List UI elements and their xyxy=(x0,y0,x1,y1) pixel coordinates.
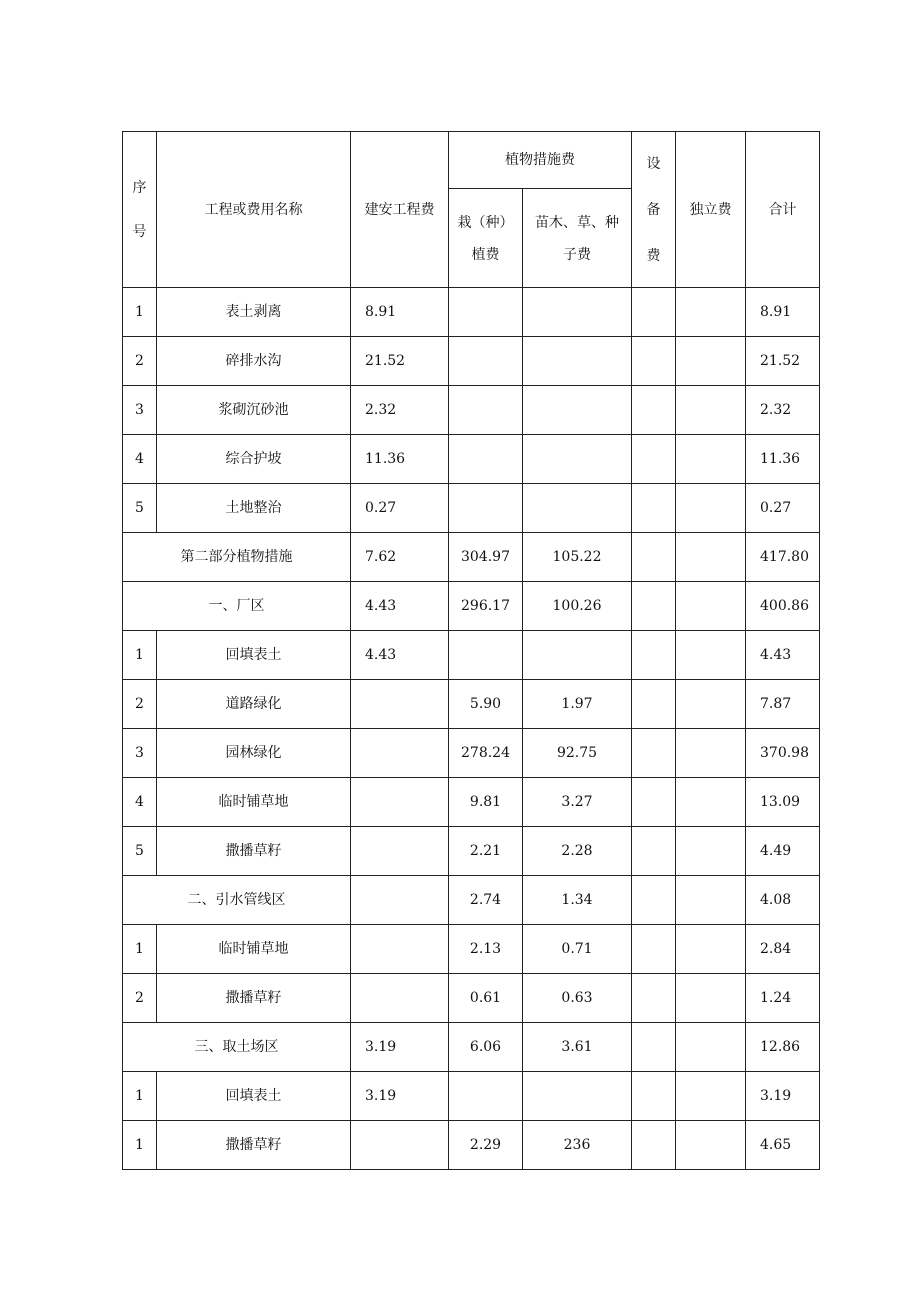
independent-cell xyxy=(676,582,746,631)
seq-cell: 1 xyxy=(123,925,157,974)
seedling-cell: 1.97 xyxy=(523,680,632,729)
header-planting xyxy=(449,189,523,288)
construction-cell: 8.91 xyxy=(351,288,449,337)
construction-cell xyxy=(351,1121,449,1170)
header-plant: 植物措施费 xyxy=(449,132,632,189)
total-cell: 0.27 xyxy=(746,484,820,533)
construction-cell xyxy=(351,778,449,827)
seedling-cell xyxy=(523,484,632,533)
header-seedling-line-1: 苗木、草、种 xyxy=(535,215,619,231)
total-cell: 2.84 xyxy=(746,925,820,974)
equipment-cell xyxy=(632,288,676,337)
construction-cell: 11.36 xyxy=(351,435,449,484)
seq-cell: 1 xyxy=(123,288,157,337)
total-cell: 3.19 xyxy=(746,1072,820,1121)
independent-cell xyxy=(676,729,746,778)
item-name-cell: 撒播草籽 xyxy=(157,827,351,876)
seedling-cell: 105.22 xyxy=(523,533,632,582)
construction-cell: 7.62 xyxy=(351,533,449,582)
independent-cell xyxy=(676,435,746,484)
section-name-cell: 二、引水管线区 xyxy=(123,876,351,925)
independent-cell xyxy=(676,925,746,974)
equipment-cell xyxy=(632,582,676,631)
construction-cell: 3.19 xyxy=(351,1072,449,1121)
item-name-cell: 撒播草籽 xyxy=(157,974,351,1023)
seedling-cell: 236 xyxy=(523,1121,632,1170)
seq-cell: 3 xyxy=(123,729,157,778)
construction-cell xyxy=(351,876,449,925)
seq-cell: 1 xyxy=(123,1121,157,1170)
table-section-row xyxy=(123,1023,820,1072)
seedling-cell: 3.27 xyxy=(523,778,632,827)
item-name-cell: 土地整治 xyxy=(157,484,351,533)
table-row xyxy=(123,925,820,974)
construction-cell xyxy=(351,680,449,729)
equipment-cell xyxy=(632,1121,676,1170)
equipment-cell xyxy=(632,680,676,729)
independent-cell xyxy=(676,337,746,386)
header-seq-char-2: 号 xyxy=(132,223,147,240)
section-name-cell: 三、取土场区 xyxy=(123,1023,351,1072)
header-name: 工程或费用名称 xyxy=(157,132,351,288)
total-cell: 1.24 xyxy=(746,974,820,1023)
table-row xyxy=(123,631,820,680)
construction-cell: 2.32 xyxy=(351,386,449,435)
total-cell: 8.91 xyxy=(746,288,820,337)
item-name-cell: 表土剥离 xyxy=(157,288,351,337)
header-planting-line-1: 栽（种） xyxy=(457,215,514,231)
seedling-cell: 1.34 xyxy=(523,876,632,925)
item-name-cell: 园林绿化 xyxy=(157,729,351,778)
construction-cell xyxy=(351,974,449,1023)
seq-cell: 2 xyxy=(123,974,157,1023)
total-cell: 4.65 xyxy=(746,1121,820,1170)
planting-cell xyxy=(449,631,523,680)
construction-cell: 4.43 xyxy=(351,582,449,631)
equipment-cell xyxy=(632,729,676,778)
independent-cell xyxy=(676,827,746,876)
equipment-cell xyxy=(632,631,676,680)
independent-cell xyxy=(676,484,746,533)
total-cell: 13.09 xyxy=(746,778,820,827)
seq-cell: 3 xyxy=(123,386,157,435)
planting-cell: 0.61 xyxy=(449,974,523,1023)
seedling-cell xyxy=(523,337,632,386)
construction-cell: 0.27 xyxy=(351,484,449,533)
independent-cell xyxy=(676,288,746,337)
header-equipment-char-2: 备 xyxy=(646,201,661,218)
total-cell: 417.80 xyxy=(746,533,820,582)
total-cell: 11.36 xyxy=(746,435,820,484)
seq-cell: 5 xyxy=(123,484,157,533)
table-section-row xyxy=(123,582,820,631)
item-name-cell: 临时铺草地 xyxy=(157,925,351,974)
item-name-cell: 回填表土 xyxy=(157,1072,351,1121)
planting-cell: 2.13 xyxy=(449,925,523,974)
construction-cell xyxy=(351,729,449,778)
table-row xyxy=(123,729,820,778)
header-equipment xyxy=(632,132,676,288)
table-row xyxy=(123,1072,820,1121)
independent-cell xyxy=(676,533,746,582)
seedling-cell: 0.63 xyxy=(523,974,632,1023)
item-name-cell: 综合护坡 xyxy=(157,435,351,484)
seedling-cell xyxy=(523,288,632,337)
equipment-cell xyxy=(632,925,676,974)
seedling-cell: 2.28 xyxy=(523,827,632,876)
item-name-cell: 浆砌沉砂池 xyxy=(157,386,351,435)
seedling-cell xyxy=(523,1072,632,1121)
total-cell: 4.08 xyxy=(746,876,820,925)
planting-cell: 9.81 xyxy=(449,778,523,827)
independent-cell xyxy=(676,386,746,435)
seedling-cell: 100.26 xyxy=(523,582,632,631)
construction-cell: 3.19 xyxy=(351,1023,449,1072)
equipment-cell xyxy=(632,1072,676,1121)
header-seedling-line-2: 子费 xyxy=(563,247,591,263)
planting-cell xyxy=(449,484,523,533)
header-seq-char-1: 序 xyxy=(132,179,147,196)
equipment-cell xyxy=(632,974,676,1023)
planting-cell xyxy=(449,288,523,337)
equipment-cell xyxy=(632,337,676,386)
equipment-cell xyxy=(632,778,676,827)
independent-cell xyxy=(676,778,746,827)
seq-cell: 4 xyxy=(123,435,157,484)
item-name-cell: 撒播草籽 xyxy=(157,1121,351,1170)
total-cell: 2.32 xyxy=(746,386,820,435)
seq-cell: 2 xyxy=(123,337,157,386)
seq-cell: 1 xyxy=(123,631,157,680)
table-row xyxy=(123,288,820,337)
table-row xyxy=(123,337,820,386)
table-row xyxy=(123,680,820,729)
header-independent: 独立费 xyxy=(676,132,746,288)
planting-cell: 2.29 xyxy=(449,1121,523,1170)
construction-cell xyxy=(351,925,449,974)
construction-cell: 21.52 xyxy=(351,337,449,386)
table-row xyxy=(123,778,820,827)
item-name-cell: 道路绿化 xyxy=(157,680,351,729)
seedling-cell: 0.71 xyxy=(523,925,632,974)
construction-cell: 4.43 xyxy=(351,631,449,680)
table-row xyxy=(123,974,820,1023)
item-name-cell: 回填表土 xyxy=(157,631,351,680)
table-row xyxy=(123,827,820,876)
planting-cell: 2.21 xyxy=(449,827,523,876)
header-planting-line-2: 植费 xyxy=(471,247,500,263)
header-equipment-char-1: 设 xyxy=(646,155,661,172)
table-row xyxy=(123,484,820,533)
planting-cell: 278.24 xyxy=(449,729,523,778)
header-construction: 建安工程费 xyxy=(351,132,449,288)
total-cell: 4.43 xyxy=(746,631,820,680)
total-cell: 12.86 xyxy=(746,1023,820,1072)
seedling-cell xyxy=(523,631,632,680)
seq-cell: 2 xyxy=(123,680,157,729)
total-cell: 400.86 xyxy=(746,582,820,631)
equipment-cell xyxy=(632,827,676,876)
table-row xyxy=(123,435,820,484)
seedling-cell: 3.61 xyxy=(523,1023,632,1072)
planting-cell: 5.90 xyxy=(449,680,523,729)
total-cell: 4.49 xyxy=(746,827,820,876)
planting-cell xyxy=(449,1072,523,1121)
header-seedling xyxy=(523,189,632,288)
planting-cell: 296.17 xyxy=(449,582,523,631)
cost-table xyxy=(122,131,820,1170)
total-cell: 7.87 xyxy=(746,680,820,729)
section-name-cell: 第二部分植物措施 xyxy=(123,533,351,582)
independent-cell xyxy=(676,631,746,680)
independent-cell xyxy=(676,680,746,729)
equipment-cell xyxy=(632,435,676,484)
table-section-row xyxy=(123,533,820,582)
equipment-cell xyxy=(632,484,676,533)
independent-cell xyxy=(676,1121,746,1170)
planting-cell xyxy=(449,435,523,484)
header-row-top xyxy=(123,132,820,189)
total-cell: 21.52 xyxy=(746,337,820,386)
total-cell: 370.98 xyxy=(746,729,820,778)
table-row xyxy=(123,386,820,435)
equipment-cell xyxy=(632,386,676,435)
independent-cell xyxy=(676,876,746,925)
equipment-cell xyxy=(632,533,676,582)
independent-cell xyxy=(676,974,746,1023)
equipment-cell xyxy=(632,876,676,925)
item-name-cell: 碎排水沟 xyxy=(157,337,351,386)
independent-cell xyxy=(676,1072,746,1121)
seq-cell: 1 xyxy=(123,1072,157,1121)
header-equipment-char-3: 费 xyxy=(646,247,661,264)
seedling-cell: 92.75 xyxy=(523,729,632,778)
planting-cell: 304.97 xyxy=(449,533,523,582)
planting-cell: 2.74 xyxy=(449,876,523,925)
seq-cell: 5 xyxy=(123,827,157,876)
planting-cell xyxy=(449,337,523,386)
seedling-cell xyxy=(523,435,632,484)
equipment-cell xyxy=(632,1023,676,1072)
planting-cell: 6.06 xyxy=(449,1023,523,1072)
seedling-cell xyxy=(523,386,632,435)
table-row xyxy=(123,1121,820,1170)
table-section-row xyxy=(123,876,820,925)
construction-cell xyxy=(351,827,449,876)
planting-cell xyxy=(449,386,523,435)
header-total: 合计 xyxy=(746,132,820,288)
header-seq xyxy=(123,132,157,288)
seq-cell: 4 xyxy=(123,778,157,827)
section-name-cell: 一、厂区 xyxy=(123,582,351,631)
independent-cell xyxy=(676,1023,746,1072)
item-name-cell: 临时铺草地 xyxy=(157,778,351,827)
